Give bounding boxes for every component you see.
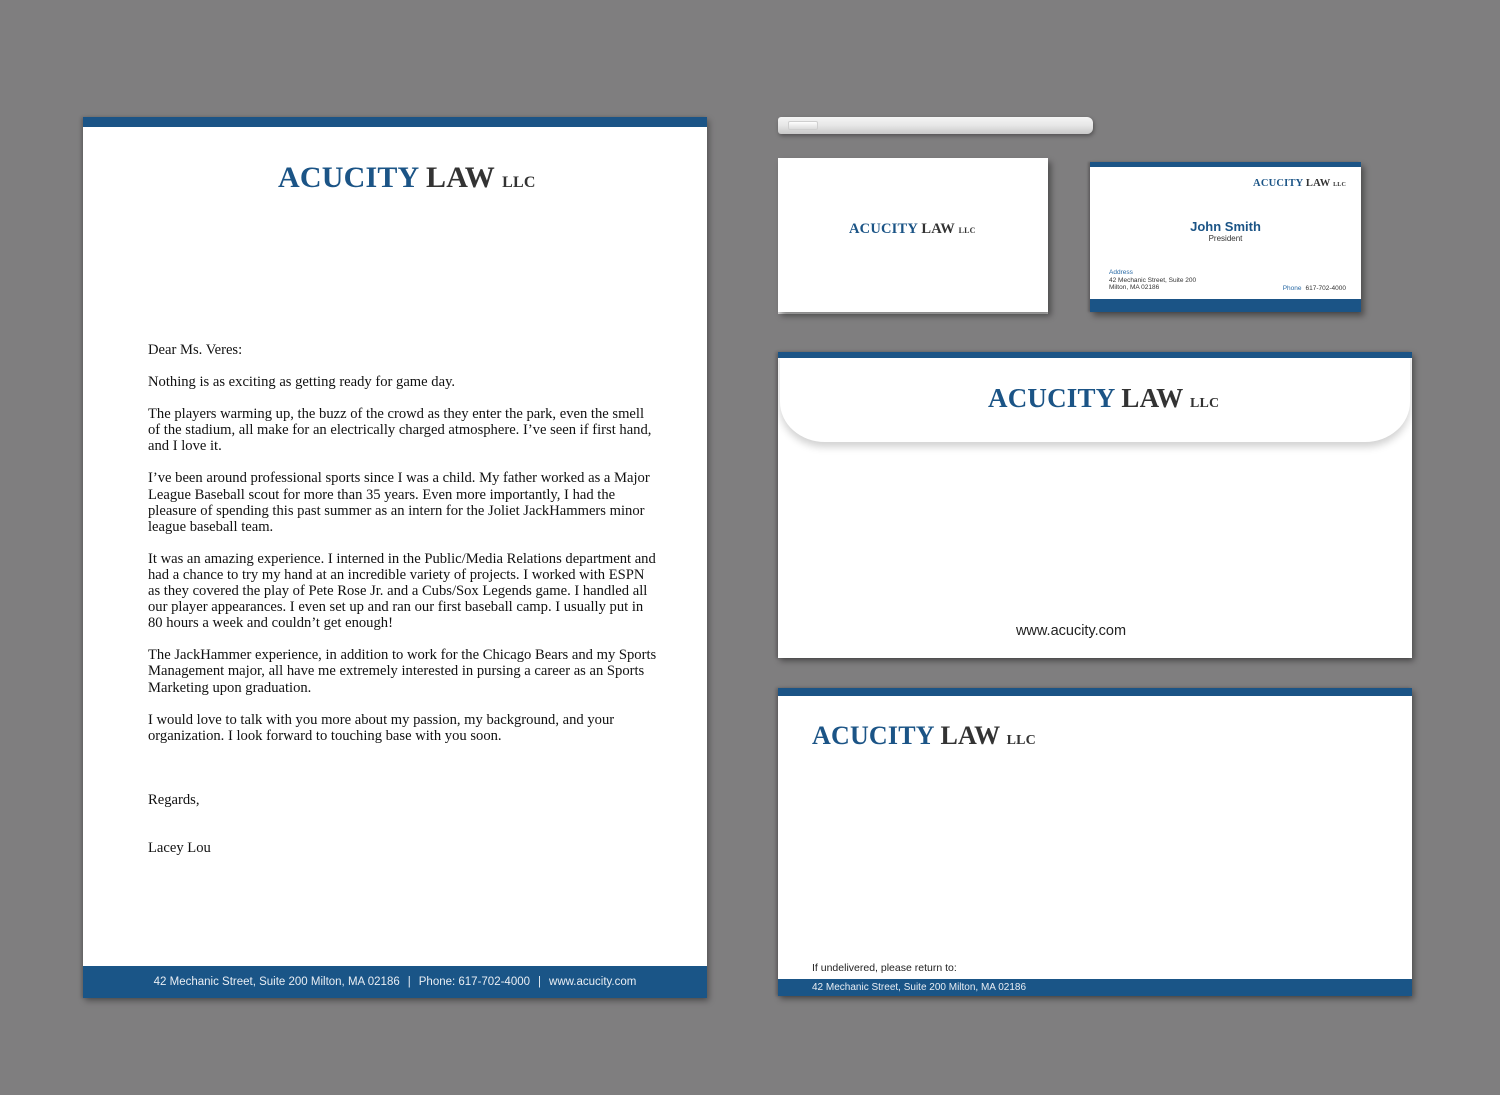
spacer	[148, 824, 658, 840]
letter-body	[148, 342, 658, 872]
envelope-website: www.acucity.com	[1015, 623, 1127, 639]
logo-llc: LLC	[1189, 396, 1220, 411]
footer-phone: Phone: 617-702-4000	[418, 976, 531, 988]
envelope-flap-logo	[988, 383, 1219, 414]
logo-acucity: ACUCITY	[1253, 178, 1304, 189]
card-bottom-bar	[1090, 299, 1361, 312]
letter-signature: Lacey Lou	[148, 839, 211, 856]
card-address-label: Address	[1109, 269, 1133, 276]
envelope-footer	[778, 979, 1412, 996]
letterhead-top-bar	[83, 117, 707, 127]
letter-paragraph: I would love to talk with you more about my passion, my background, and your organization. I look forward to touching base with you soon.	[148, 711, 615, 744]
card-logo	[849, 221, 976, 238]
card-address-line1: 42 Mechanic Street, Suite 200	[1109, 276, 1197, 284]
card-phone	[1283, 285, 1346, 292]
logo-acucity: ACUCITY	[278, 161, 419, 194]
letter-paragraph: The players warming up, the buzz of the crowd as they enter the park, even the smell of the stadium, all make for an electrically charged atmosphere. I’ve seen if first hand, and I love it.	[148, 406, 652, 455]
letterhead-footer	[83, 966, 707, 998]
logo-law: LAW	[1121, 383, 1184, 413]
letter-paragraph: The JackHammer experience, in addition to work for the Chicago Bears and my Sports Management major, all have me extremely interested in pursing a career as an Sports Marketing upon graduation.	[148, 647, 657, 696]
letterhead-page	[83, 117, 707, 998]
logo-acucity: ACUCITY	[812, 721, 934, 750]
envelope-back	[778, 352, 1412, 658]
letter-paragraph: It was an amazing experience. I interned in the Public/Media Relations department and had a chance to try my hand at an incredible variety of projects. I worked with ESPN as they covered the play of Pete Rose Jr. and a Cubs/Sox Legends game. I handled all our player appearances. I even set up and ran our first baseball camp. I usually put in 80 hours a week and couldn’t get enough!	[148, 550, 656, 632]
logo-llc: LLC	[1333, 182, 1346, 188]
logo-llc: LLC	[502, 174, 536, 191]
card-phone-label: Phone	[1282, 285, 1302, 292]
business-card-front	[778, 158, 1048, 312]
card-person-title: President	[1208, 234, 1243, 243]
logo-law: LAW	[921, 221, 955, 237]
logo-law: LAW	[426, 161, 495, 194]
card-phone-number: 617-702-4000	[1305, 285, 1346, 292]
business-card-back	[1090, 162, 1361, 312]
letterhead-logo	[278, 161, 536, 195]
logo-acucity: ACUCITY	[988, 383, 1115, 413]
logo-llc: LLC	[1006, 733, 1036, 748]
letter-closing: Regards,	[148, 791, 200, 808]
envelope-return-label: If undelivered, please return to:	[812, 962, 957, 974]
logo-llc: LLC	[958, 226, 976, 235]
footer-separator: |	[407, 976, 411, 988]
logo-law: LAW	[1305, 178, 1331, 189]
card-person-name: John Smith	[1190, 219, 1261, 234]
card-top-bar	[1090, 162, 1361, 167]
card-logo	[1253, 178, 1346, 189]
footer-address: 42 Mechanic Street, Suite 200 Milton, MA 02186	[153, 976, 400, 988]
letter-salutation: Dear Ms. Veres:	[148, 342, 243, 358]
spacer	[148, 760, 658, 792]
pen-icon	[778, 117, 1093, 134]
card-address	[1109, 269, 1196, 292]
envelope-logo	[812, 721, 1036, 751]
letter-paragraph: I’ve been around professional sports since I was a child. My father worked as a Major League Baseball scout for more than 35 years. Even more importantly, I had the pleasure of spending this past summer as an intern for the Joliet JackHammers minor league baseball team.	[148, 470, 650, 535]
pen-clip	[788, 121, 818, 130]
envelope-top-bar	[778, 352, 1412, 358]
envelope-front	[778, 688, 1412, 996]
envelope-return-address: 42 Mechanic Street, Suite 200 Milton, MA 02186	[812, 982, 1027, 993]
card-address-line2: Milton, MA 02186	[1109, 284, 1160, 292]
logo-acucity: ACUCITY	[849, 221, 918, 237]
footer-separator: |	[538, 976, 542, 988]
footer-website: www.acucity.com	[549, 976, 637, 988]
logo-law: LAW	[940, 721, 1000, 750]
letter-paragraph: Nothing is as exciting as getting ready for game day.	[148, 374, 456, 391]
envelope-top-bar	[778, 688, 1412, 696]
